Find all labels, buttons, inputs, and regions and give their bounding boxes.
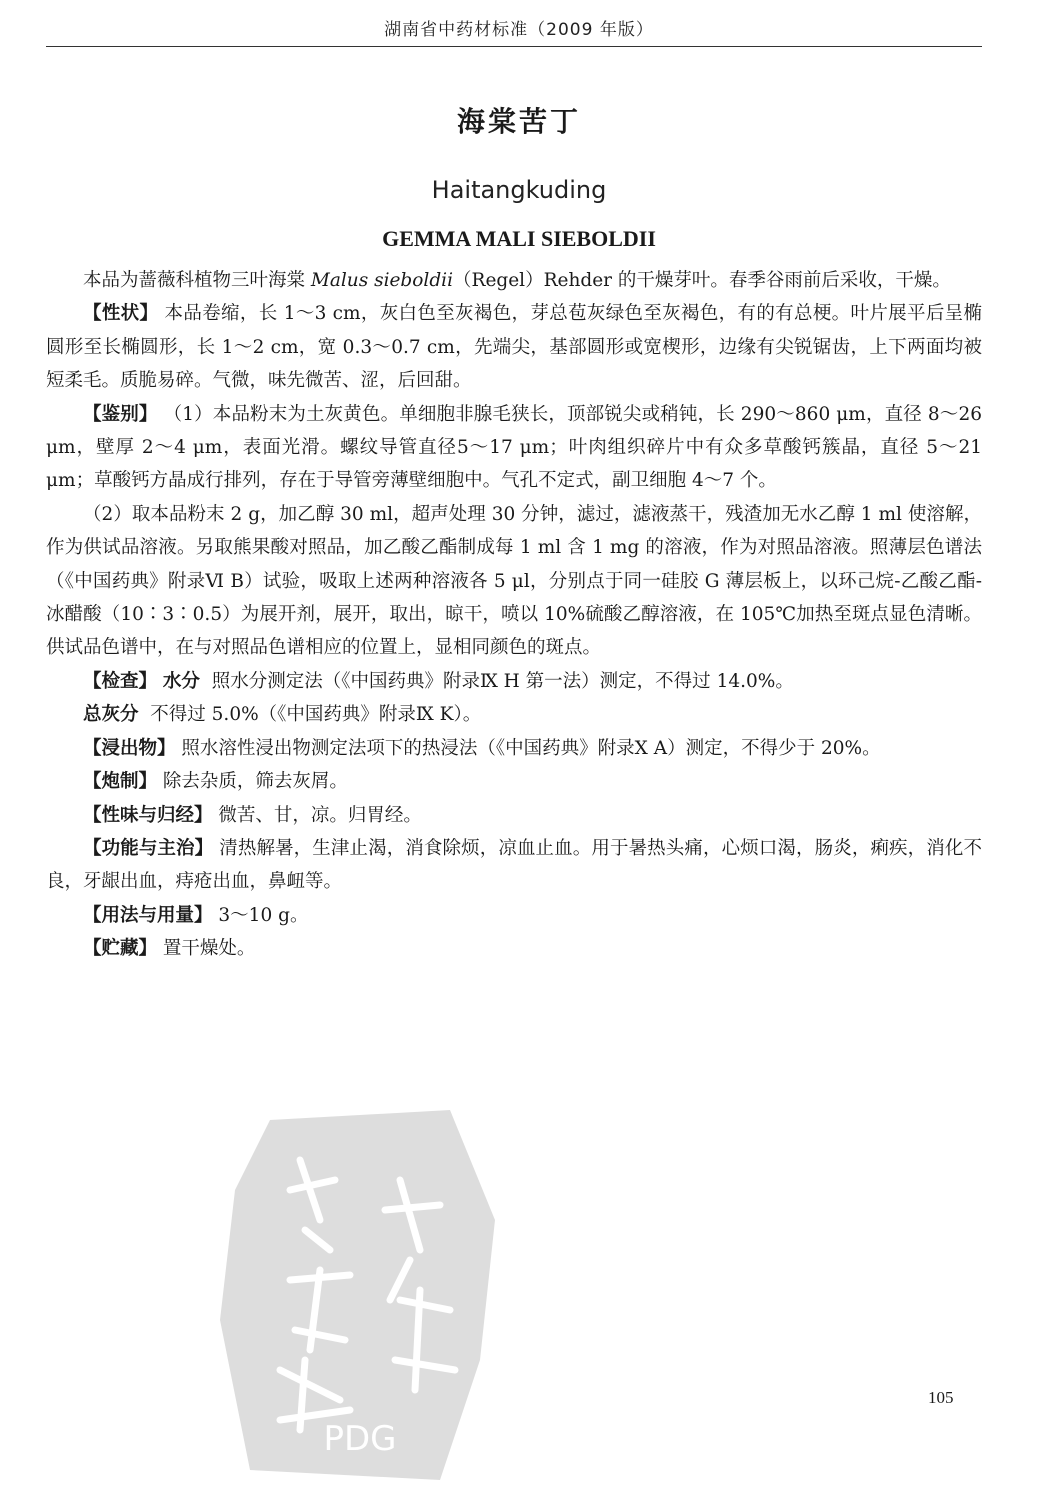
description-text: 本品卷缩，长 1～3 cm，灰白色至灰褐色，芽总苞灰绿色至灰褐色，有的有总梗。叶片展平后呈椭圆形至长椭圆形，长 1～2 cm，宽 0.3～0.7 cm，先端尖，基部圆形或宽楔形，边缘有尖锐锯齿，上下两面均被短柔毛。质脆易碎。气微，味先微苦、涩，后回甜。 <box>46 303 982 392</box>
section-dosage <box>46 899 982 932</box>
section-tag-dosage: 【用法与用量】 <box>83 904 213 926</box>
total-ash-text: 不得过 5.0%（《中国药典》附录Ⅸ K）。 <box>150 704 482 726</box>
identification-text-2: （2）取本品粉末 2 g，加乙醇 30 ml，超声处理 30 分钟，滤过，滤液蒸干，残渣加无水乙醇 1 ml 使溶解，作为供试品溶液。另取熊果酸对照品，加乙酸乙酯制成每 1 ml 含 1 mg 的溶液，作为对照品溶液。照薄层色谱法（《中国药典》附录Ⅵ B）试验，吸取上述两种溶液各 5 μl，分别点于同一硅胶 G 薄层板上，以环己烷-乙酸乙酯-冰醋酸（10∶3∶0.5）为展开剂，展开，取出，晾干，喷以 10%硫酸乙醇溶液，在 105℃加热至斑点显色清晰。供试品色谱中，在与对照品色谱相应的位置上，显相同颜色的斑点。 <box>46 503 982 659</box>
extractives-text: 照水溶性浸出物测定法项下的热浸法（《中国药典》附录Ⅹ A）测定，不得少于 20%。 <box>181 737 881 759</box>
water-text: 照水分测定法（《中国药典》附录Ⅸ H 第一法）测定，不得过 14.0%。 <box>211 670 794 692</box>
species-name: Malus sieboldii <box>310 270 454 291</box>
section-tag-inspection: 【检查】 <box>83 670 158 692</box>
section-description <box>46 297 982 397</box>
latin-title: GEMMA MALI SIEBOLDII <box>382 226 656 251</box>
section-tag-description: 【性状】 <box>83 303 159 325</box>
intro-text-b: （Regel）Rehder 的干燥芽叶。春季谷雨前后采收，干燥。 <box>453 270 951 291</box>
identification-text-1: （1）本品粉末为土灰黄色。单细胞非腺毛狭长，顶部锐尖或稍钝，长 290～860 μm，直径 8～26 μm，壁厚 2～4 μm，表面光滑。螺纹导管直径5～17 μm；叶肉组织碎片中有众多草酸钙簇晶，直径 5～21 μm；草酸钙方晶成行排列，存在于导管旁薄壁细胞中。气孔不定式，副卫细胞 4～7 个。 <box>46 403 982 492</box>
running-header: 湖南省中药材标准（2009 年版） <box>384 20 654 40</box>
processing-text: 除去杂质，筛去灰屑。 <box>162 771 348 793</box>
section-identification <box>46 398 982 498</box>
identification-paragraph-2 <box>46 498 982 665</box>
section-inspection <box>46 665 982 698</box>
intro-text-a: 本品为蔷薇科植物三叶海棠 <box>83 270 311 291</box>
monograph-body <box>46 264 982 966</box>
subsection-water: 水分 <box>162 670 200 692</box>
section-processing <box>46 765 982 798</box>
functions-text: 清热解暑，生津止渴，消食除烦，凉血止血。用于暑热头痛，心烦口渴，肠炎，痢疾，消化不良，牙龈出血，痔疮出血，鼻衄等。 <box>46 837 982 893</box>
nature-meridian-text: 微苦、甘，凉。归胃经。 <box>218 804 422 826</box>
section-storage <box>46 932 982 965</box>
watermark-seal <box>210 1100 510 1490</box>
section-extractives <box>46 732 982 765</box>
pinyin-title: Haitangkuding <box>431 176 607 204</box>
storage-text: 置干燥处。 <box>162 938 256 960</box>
section-tag-nature-meridian: 【性味与归经】 <box>83 804 213 826</box>
intro-paragraph <box>46 264 982 297</box>
subsection-total-ash: 总灰分 <box>83 704 139 726</box>
section-tag-extractives: 【浸出物】 <box>83 737 176 759</box>
section-tag-functions: 【功能与主治】 <box>83 837 214 859</box>
section-functions <box>46 832 982 899</box>
page-title: 海棠苦丁 <box>456 105 581 138</box>
header-rule <box>46 46 982 47</box>
section-tag-processing: 【炮制】 <box>83 771 158 793</box>
dosage-text: 3～10 g。 <box>218 904 309 926</box>
section-nature-meridian <box>46 799 982 832</box>
section-tag-storage: 【贮藏】 <box>83 938 158 960</box>
section-tag-identification: 【鉴别】 <box>83 403 158 425</box>
page-number: 105 <box>928 1388 954 1407</box>
watermark-text: PDG <box>323 1419 397 1459</box>
inspection-ash <box>46 698 982 731</box>
